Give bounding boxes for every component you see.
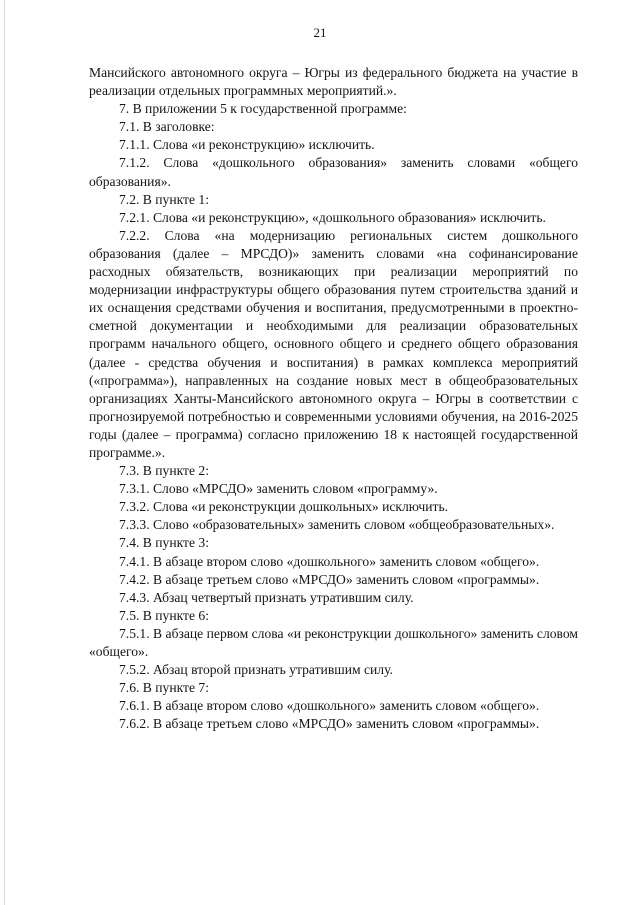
paragraph: 7.6.1. В абзаце втором слово «дошкольного» заменить словом «общего». xyxy=(119,698,540,714)
paragraph: 7.4.1. В абзаце втором слово «дошкольного» заменить словом «общего». xyxy=(119,553,540,569)
paragraph: 7.1.1. Слова «и реконструкцию» исключить. xyxy=(119,137,375,153)
paragraph: 7.4.3. Абзац четвертый признать утратившим силу. xyxy=(119,589,414,605)
paragraph: 7.4. В пункте 3: xyxy=(119,535,209,551)
page-number: 21 xyxy=(313,25,327,40)
paragraph: 7.4.2. В абзаце третьем слово «МРСДО» заменить словом «программы». xyxy=(119,571,540,587)
paragraph: 7.3. В пункте 2: xyxy=(119,463,209,479)
document-body xyxy=(89,64,578,733)
paragraph: 7.6.2. В абзаце третьем слово «МРСДО» заменить словом «программы». xyxy=(119,716,540,732)
paragraph: 7.1. В заголовке: xyxy=(119,119,215,135)
paragraph: 7.3.3. Слово «образовательных» заменить словом «общеобразовательных». xyxy=(119,517,555,533)
paragraph: 7.1.2. Слова «дошкольного образования» заменить словами «общего образования». xyxy=(89,155,578,189)
paragraph: 7.5.2. Абзац второй признать утратившим силу. xyxy=(119,662,393,678)
paragraph: 7.3.2. Слова «и реконструкции дошкольных» исключить. xyxy=(119,499,449,515)
paragraph: 7.6. В пункте 7: xyxy=(119,680,209,696)
paragraph: 7.5.1. В абзаце первом слова «и реконструкции дошкольного» заменить словом «общего». xyxy=(89,625,578,659)
paragraph: 7.3.1. Слово «МРСДО» заменить словом «программу». xyxy=(119,481,438,497)
paragraph: Мансийского автономного округа – Югры из федерального бюджета на участие в реализации отдельных программных мероприятий.». xyxy=(89,65,578,99)
paragraph: 7.2. В пункте 1: xyxy=(119,191,209,207)
paragraph: 7.2.2. Слова «на модернизацию региональных систем дошкольного образования (далее – МРСДО)» заменить словами «на софинансирование расходных обязательств, возникающих при реализации мероприятий по модернизации инфраструктуры общего образования путем строительства зданий и их оснащения средствами обучения и воспитания, предусмотренными в проектно-сметной документации и необходимыми для реализации образовательных программ начального общего, основного общего и среднего общего образования (далее - средства обучения и воспитания) в рамках комплекса мероприятий («программа»), направленных на создание новых мест в общеобразовательных организациях Ханты-Мансийского автономного округа – Югры в соответствии с прогнозируемой потребностью и современными условиями обучения, на 2016-2025 годы (далее – программа) согласно приложению 18 к настоящей государственной программе.». xyxy=(89,227,578,460)
page-edge xyxy=(4,0,5,905)
paragraph: 7. В приложении 5 к государственной программе: xyxy=(119,101,407,117)
paragraph: 7.2.1. Слова «и реконструкцию», «дошкольного образования» исключить. xyxy=(119,209,546,225)
paragraph: 7.5. В пункте 6: xyxy=(119,607,209,623)
